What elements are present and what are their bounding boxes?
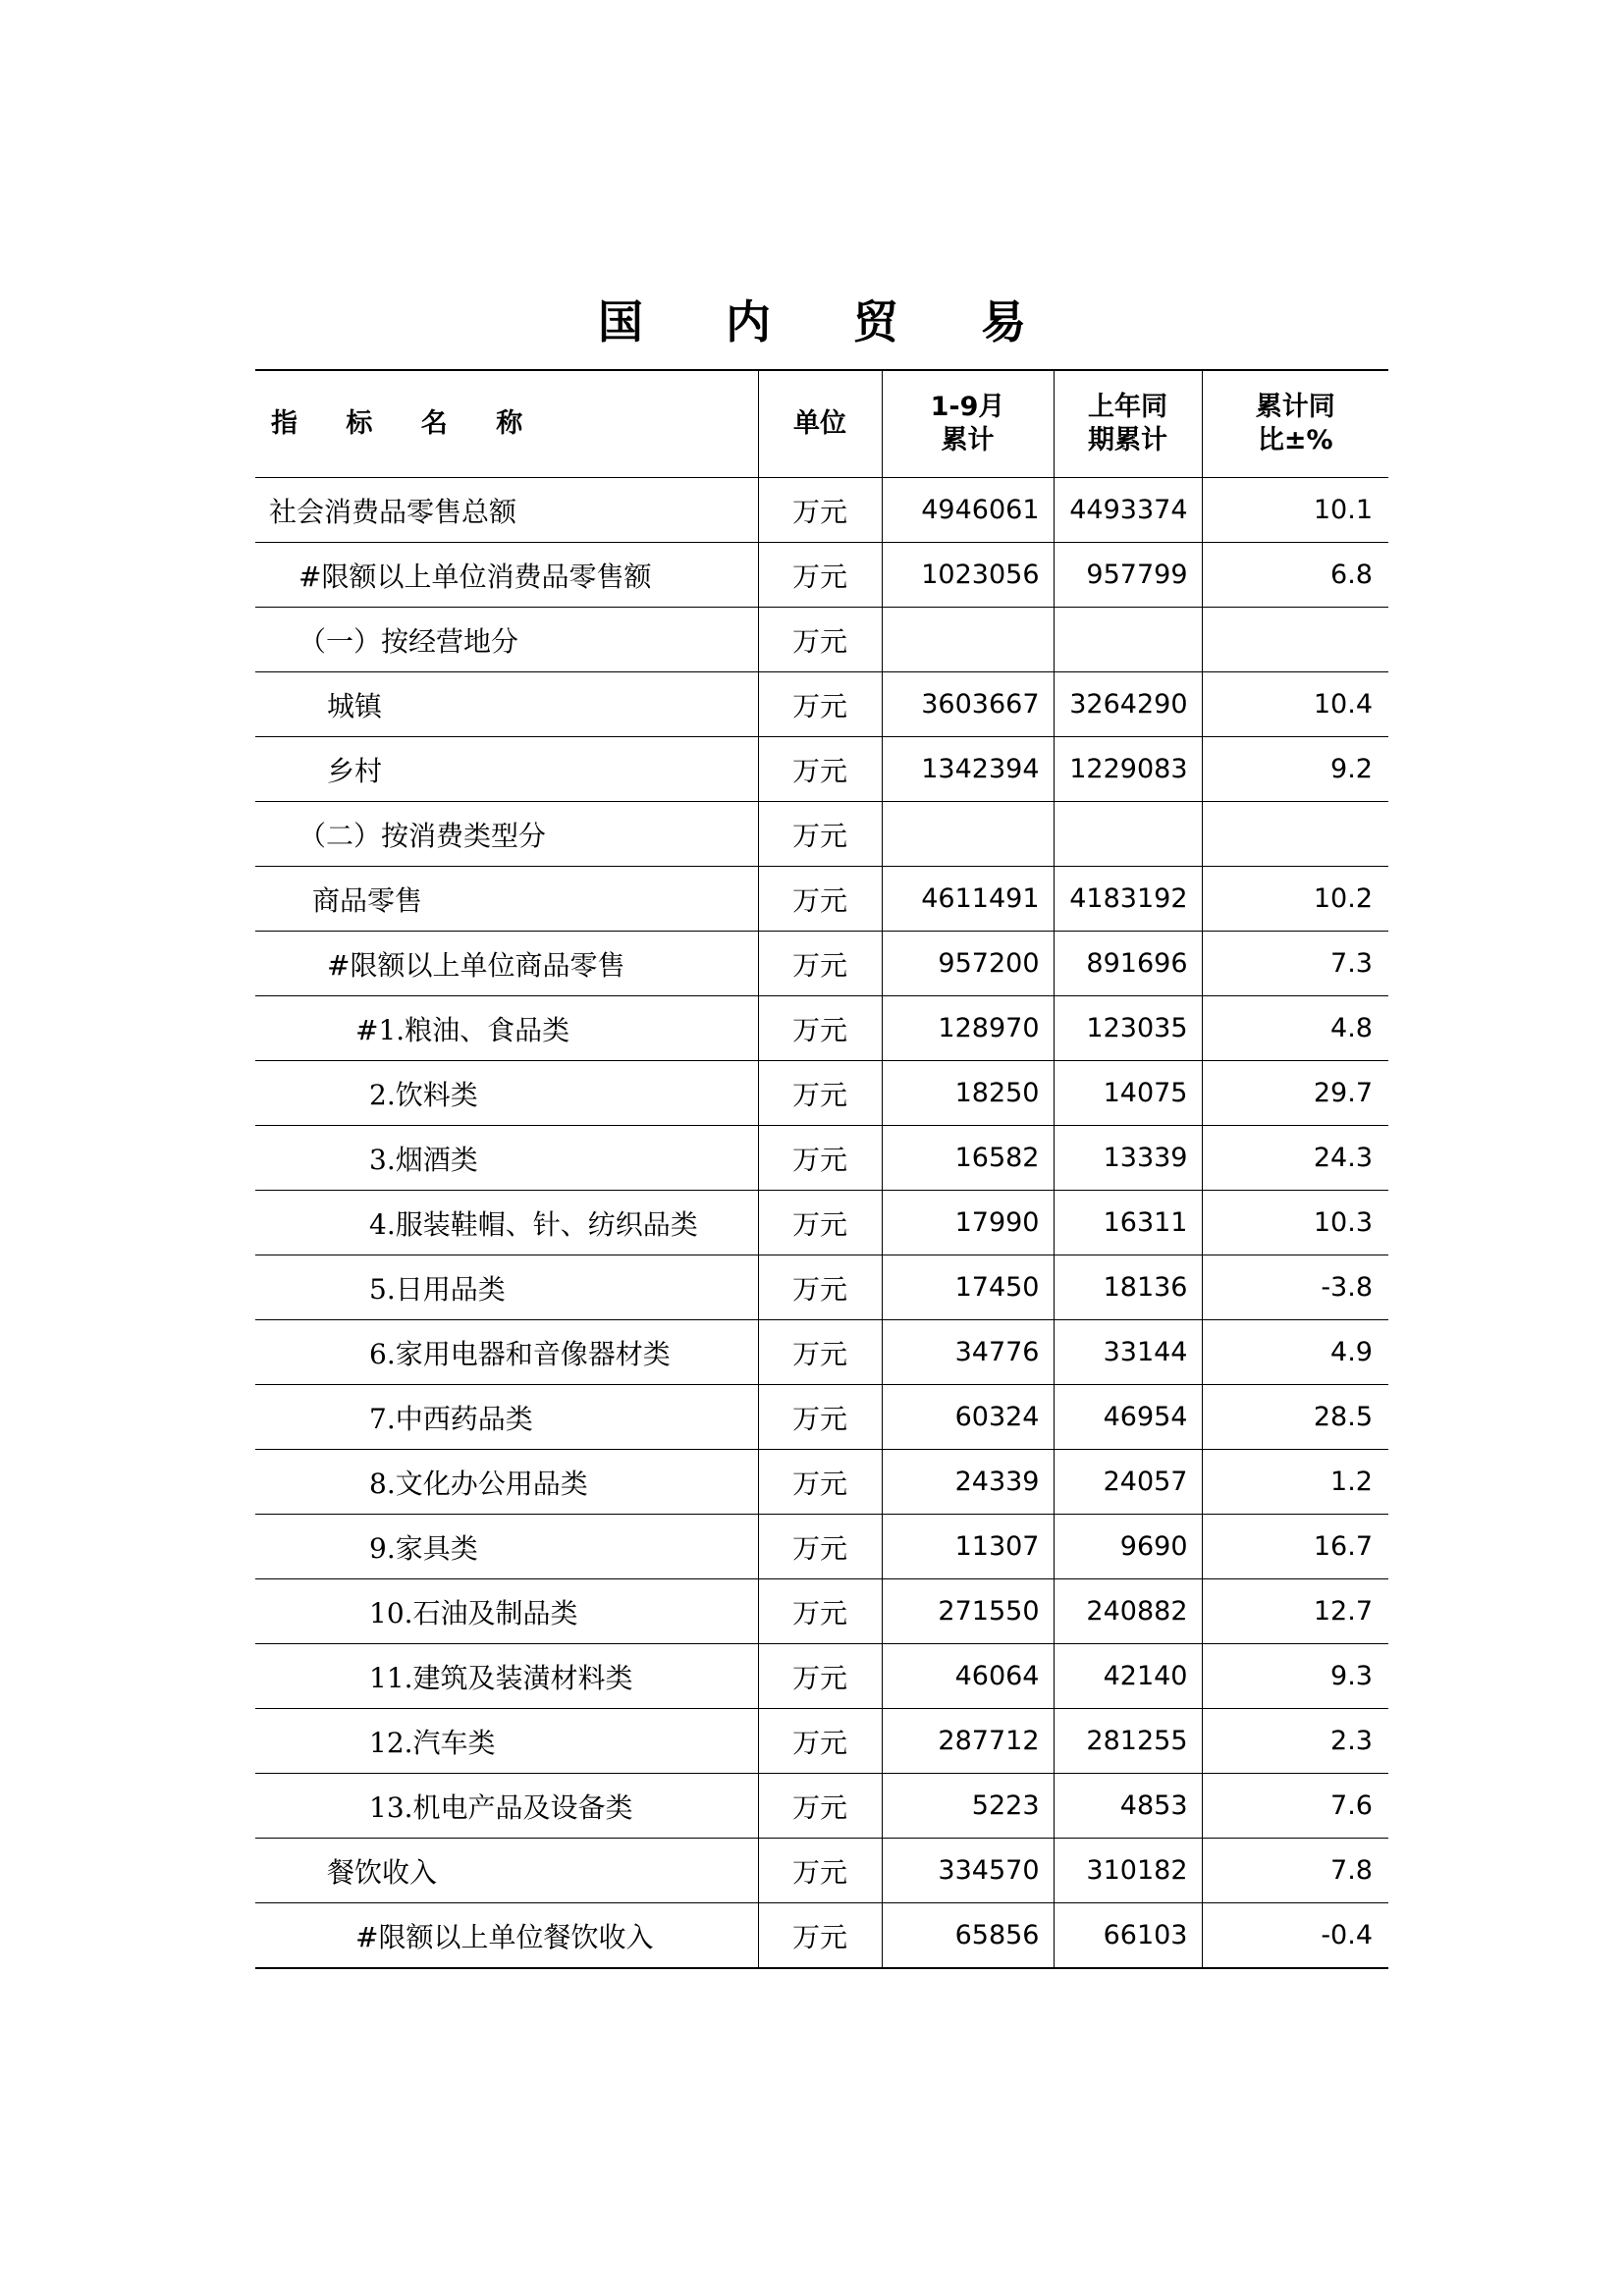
row-indicator-name: 乡村 [255, 737, 758, 802]
row-change-percent: 7.3 [1202, 932, 1388, 996]
row-previous-cumulative [1054, 608, 1202, 672]
row-unit: 万元 [758, 1515, 882, 1579]
row-current-cumulative: 24339 [882, 1450, 1054, 1515]
table-row [255, 1255, 1388, 1320]
row-change-percent: 28.5 [1202, 1385, 1388, 1450]
row-previous-cumulative: 16311 [1054, 1191, 1202, 1255]
row-indicator-name: 餐饮收入 [255, 1839, 758, 1903]
row-unit: 万元 [758, 737, 882, 802]
row-previous-cumulative: 66103 [1054, 1903, 1202, 1969]
row-current-cumulative: 5223 [882, 1774, 1054, 1839]
table-row [255, 1515, 1388, 1579]
row-indicator-name: 6.家用电器和音像器材类 [255, 1320, 758, 1385]
row-change-percent: 24.3 [1202, 1126, 1388, 1191]
row-change-percent: 10.2 [1202, 867, 1388, 932]
row-change-percent: 10.4 [1202, 672, 1388, 737]
row-change-percent: 2.3 [1202, 1709, 1388, 1774]
row-current-cumulative [882, 608, 1054, 672]
table-body [255, 478, 1388, 1969]
row-change-percent: 1.2 [1202, 1450, 1388, 1515]
header-unit: 单位 [758, 370, 882, 478]
table-row [255, 932, 1388, 996]
header-current-cumulative [882, 370, 1054, 478]
table-row [255, 543, 1388, 608]
row-previous-cumulative [1054, 802, 1202, 867]
row-current-cumulative: 16582 [882, 1126, 1054, 1191]
row-current-cumulative: 4946061 [882, 478, 1054, 543]
row-change-percent [1202, 802, 1388, 867]
row-unit: 万元 [758, 1903, 882, 1969]
row-current-cumulative: 3603667 [882, 672, 1054, 737]
row-unit: 万元 [758, 1644, 882, 1709]
row-change-percent: 7.8 [1202, 1839, 1388, 1903]
row-previous-cumulative: 46954 [1054, 1385, 1202, 1450]
row-previous-cumulative: 4183192 [1054, 867, 1202, 932]
row-previous-cumulative: 13339 [1054, 1126, 1202, 1191]
table-row [255, 1320, 1388, 1385]
row-unit: 万元 [758, 672, 882, 737]
row-current-cumulative: 287712 [882, 1709, 1054, 1774]
row-indicator-name: 8.文化办公用品类 [255, 1450, 758, 1515]
row-current-cumulative: 60324 [882, 1385, 1054, 1450]
table-row [255, 1644, 1388, 1709]
row-unit: 万元 [758, 1774, 882, 1839]
table-row [255, 1191, 1388, 1255]
row-indicator-name: 5.日用品类 [255, 1255, 758, 1320]
row-indicator-name: 4.服装鞋帽、针、纺织品类 [255, 1191, 758, 1255]
row-indicator-name: 社会消费品零售总额 [255, 478, 758, 543]
row-indicator-name: #限额以上单位商品零售 [255, 932, 758, 996]
row-indicator-name: #限额以上单位消费品零售额 [255, 543, 758, 608]
row-current-cumulative [882, 802, 1054, 867]
row-change-percent: 10.3 [1202, 1191, 1388, 1255]
row-current-cumulative: 1023056 [882, 543, 1054, 608]
row-previous-cumulative: 4493374 [1054, 478, 1202, 543]
table-row [255, 867, 1388, 932]
row-unit: 万元 [758, 1709, 882, 1774]
header-change-line2: 比±% [1257, 425, 1333, 455]
row-previous-cumulative: 123035 [1054, 996, 1202, 1061]
row-previous-cumulative: 42140 [1054, 1644, 1202, 1709]
table-row [255, 802, 1388, 867]
row-indicator-name: 3.烟酒类 [255, 1126, 758, 1191]
row-current-cumulative: 128970 [882, 996, 1054, 1061]
row-unit: 万元 [758, 1385, 882, 1450]
header-change-line1: 累计同 [1255, 392, 1335, 422]
table-row [255, 608, 1388, 672]
table-header-row [255, 370, 1388, 478]
row-previous-cumulative: 24057 [1054, 1450, 1202, 1515]
row-indicator-name: 11.建筑及装潢材料类 [255, 1644, 758, 1709]
row-previous-cumulative: 891696 [1054, 932, 1202, 996]
header-previous-line2: 期累计 [1088, 425, 1167, 455]
row-current-cumulative: 18250 [882, 1061, 1054, 1126]
row-current-cumulative: 4611491 [882, 867, 1054, 932]
row-indicator-name: #限额以上单位餐饮收入 [355, 1920, 654, 1953]
row-indicator-name: 商品零售 [255, 867, 758, 932]
table-row [255, 1450, 1388, 1515]
row-current-cumulative: 11307 [882, 1515, 1054, 1579]
row-previous-cumulative: 9690 [1054, 1515, 1202, 1579]
table-row [255, 672, 1388, 737]
table-row [255, 478, 1388, 543]
row-change-percent: 12.7 [1202, 1579, 1388, 1644]
table-row [255, 1839, 1388, 1903]
row-previous-cumulative: 3264290 [1054, 672, 1202, 737]
table-row [255, 1385, 1388, 1450]
row-current-cumulative: 1342394 [882, 737, 1054, 802]
table-row [255, 737, 1388, 802]
row-unit: 万元 [758, 1126, 882, 1191]
row-previous-cumulative: 18136 [1054, 1255, 1202, 1320]
row-unit: 万元 [758, 1320, 882, 1385]
row-unit: 万元 [758, 1255, 882, 1320]
row-previous-cumulative: 240882 [1054, 1579, 1202, 1644]
row-change-percent [1202, 608, 1388, 672]
row-current-cumulative: 17990 [882, 1191, 1054, 1255]
row-indicator-name: #1.粮油、食品类 [255, 996, 758, 1061]
header-previous-cumulative [1054, 370, 1202, 478]
header-change-percent [1202, 370, 1388, 478]
row-previous-cumulative: 14075 [1054, 1061, 1202, 1126]
row-current-cumulative: 334570 [882, 1839, 1054, 1903]
table-row [255, 1903, 1388, 1969]
row-unit: 万元 [758, 1061, 882, 1126]
row-unit: 万元 [758, 1839, 882, 1903]
table-row [255, 996, 1388, 1061]
row-indicator-name: 7.中西药品类 [255, 1385, 758, 1450]
row-unit: 万元 [758, 867, 882, 932]
row-change-percent: 9.2 [1202, 737, 1388, 802]
row-previous-cumulative: 1229083 [1054, 737, 1202, 802]
row-unit: 万元 [758, 802, 882, 867]
row-change-percent: 29.7 [1202, 1061, 1388, 1126]
row-indicator-name: （二）按消费类型分 [255, 802, 758, 867]
row-unit: 万元 [758, 1191, 882, 1255]
row-unit: 万元 [758, 478, 882, 543]
row-current-cumulative: 65856 [882, 1903, 1054, 1969]
row-current-cumulative: 271550 [882, 1579, 1054, 1644]
header-current-line2: 累计 [941, 425, 995, 455]
row-change-percent: 4.9 [1202, 1320, 1388, 1385]
row-indicator-name: 12.汽车类 [255, 1709, 758, 1774]
row-unit: 万元 [758, 608, 882, 672]
row-current-cumulative: 34776 [882, 1320, 1054, 1385]
row-indicator-name: 13.机电产品及设备类 [255, 1774, 758, 1839]
row-current-cumulative: 17450 [882, 1255, 1054, 1320]
row-current-cumulative: 957200 [882, 932, 1054, 996]
row-change-percent: 16.7 [1202, 1515, 1388, 1579]
row-previous-cumulative: 957799 [1054, 543, 1202, 608]
row-unit: 万元 [758, 932, 882, 996]
row-indicator-name: 9.家具类 [255, 1515, 758, 1579]
row-change-percent: -3.8 [1202, 1255, 1388, 1320]
row-previous-cumulative: 310182 [1054, 1839, 1202, 1903]
table-row [255, 1061, 1388, 1126]
row-change-percent: 7.6 [1202, 1774, 1388, 1839]
row-current-cumulative: 46064 [882, 1644, 1054, 1709]
row-unit: 万元 [758, 1579, 882, 1644]
table-row [255, 1579, 1388, 1644]
row-unit: 万元 [758, 996, 882, 1061]
row-indicator-name: （一）按经营地分 [255, 608, 758, 672]
row-previous-cumulative: 4853 [1054, 1774, 1202, 1839]
row-change-percent: 4.8 [1202, 996, 1388, 1061]
row-previous-cumulative: 281255 [1054, 1709, 1202, 1774]
row-previous-cumulative: 33144 [1054, 1320, 1202, 1385]
row-change-percent: -0.4 [1202, 1903, 1388, 1969]
page-title: 国 内 贸 易 [597, 295, 1060, 348]
header-previous-line1: 上年同 [1088, 392, 1167, 422]
row-indicator-name: 城镇 [255, 672, 758, 737]
row-unit: 万元 [758, 1450, 882, 1515]
header-indicator-name: 指 标 名 称 [255, 370, 758, 478]
row-indicator-name: 10.石油及制品类 [255, 1579, 758, 1644]
row-change-percent: 10.1 [1202, 478, 1388, 543]
row-change-percent: 9.3 [1202, 1644, 1388, 1709]
row-indicator-name: 2.饮料类 [255, 1061, 758, 1126]
table-row [255, 1709, 1388, 1774]
header-current-line1: 1-9月 [930, 392, 1005, 422]
trade-table [255, 369, 1388, 1969]
row-change-percent: 6.8 [1202, 543, 1388, 608]
table-row [255, 1126, 1388, 1191]
table-row [255, 1774, 1388, 1839]
row-unit: 万元 [758, 543, 882, 608]
